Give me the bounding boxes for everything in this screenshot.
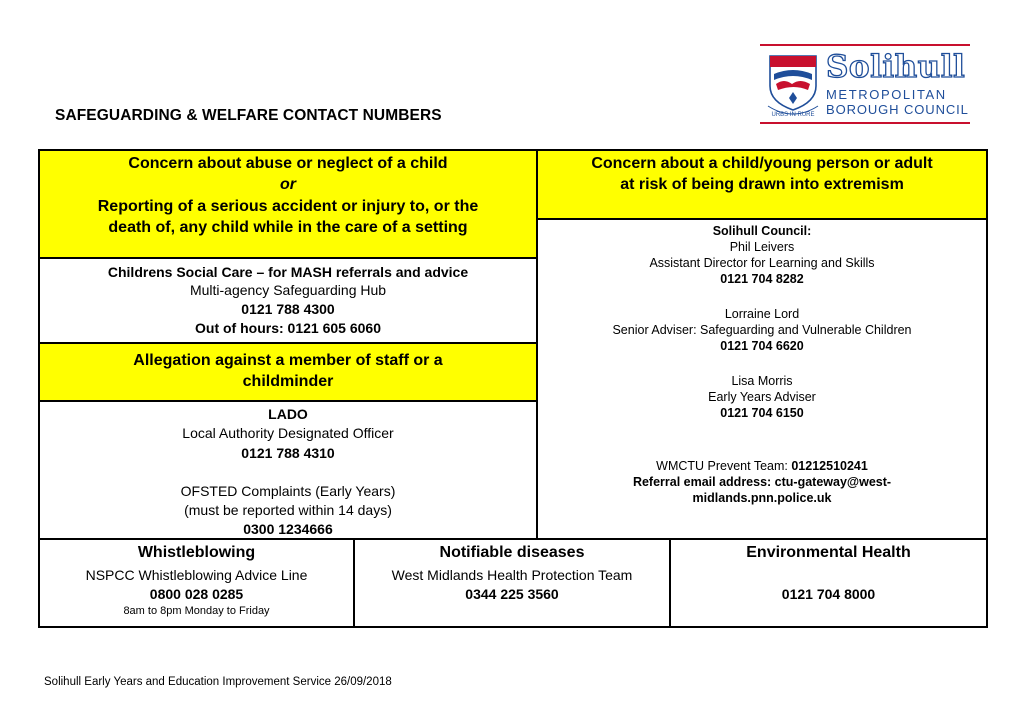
contact-name: Lorraine Lord — [724, 307, 800, 321]
referral-email-line-2[interactable]: midlands.pnn.police.uk — [692, 491, 832, 505]
mash-out-of-hours: Out of hours: 0121 605 6060 — [195, 320, 381, 336]
environmental-health-cell — [669, 538, 988, 628]
mash-cell — [38, 257, 538, 344]
allegation-line-2: childminder — [242, 373, 334, 390]
lado-heading: LADO — [268, 406, 308, 422]
logo-top-rule — [760, 44, 970, 46]
council-logo — [760, 44, 970, 124]
allegation-header-cell — [38, 342, 538, 402]
abuse-line-2: Reporting of a serious accident or injury to, or the — [97, 198, 479, 215]
logo-bottom-rule — [760, 122, 970, 124]
prevent-phone: 01212510241 — [791, 459, 868, 473]
extremism-line-2: at risk of being drawn into extremism — [620, 176, 904, 193]
council-contacts-cell — [536, 218, 988, 540]
diseases-phone: 0344 225 3560 — [465, 586, 559, 602]
contact-phone: 0121 704 6620 — [720, 339, 804, 353]
prevent-team — [538, 458, 986, 475]
council-heading: Solihull Council: — [712, 224, 812, 238]
lado-org: Local Authority Designated Officer — [182, 425, 394, 441]
abuse-header-cell — [38, 149, 538, 259]
contact-role: Assistant Director for Learning and Skills — [649, 256, 875, 270]
contact-name: Lisa Morris — [731, 374, 793, 388]
contact-role: Early Years Adviser — [708, 390, 816, 404]
contact-phone: 0121 704 6150 — [720, 406, 804, 420]
svg-text:URBS IN RURE: URBS IN RURE — [771, 112, 815, 118]
contact-name: Phil Leivers — [729, 240, 795, 254]
ofsted-note: (must be reported within 14 days) — [184, 502, 392, 518]
abuse-line-3: death of, any child while in the care of a setting — [108, 219, 468, 236]
whistleblowing-phone: 0800 028 0285 — [149, 586, 244, 602]
abuse-line-1: Concern about abuse or neglect of a child — [128, 155, 448, 172]
contact-role: Senior Adviser: Safeguarding and Vulnerable Children — [612, 323, 912, 337]
diseases-org: West Midlands Health Protection Team — [391, 567, 633, 583]
referral-email-line-1[interactable]: Referral email address: ctu-gateway@west- — [632, 475, 892, 489]
ofsted-phone: 0300 1234666 — [243, 521, 333, 537]
logo-line-2: BOROUGH COUNCIL — [826, 102, 969, 117]
mash-phone: 0121 788 4300 — [241, 301, 335, 317]
contact-phone: 0121 704 8282 — [720, 272, 804, 286]
whistleblowing-cell — [38, 538, 355, 628]
env-heading: Environmental Health — [746, 544, 911, 561]
lado-phone: 0121 788 4310 — [241, 445, 335, 461]
abuse-or: or — [280, 176, 296, 193]
allegation-line-1: Allegation against a member of staff or a — [133, 352, 443, 369]
notifiable-diseases-cell — [353, 538, 671, 628]
extremism-header-cell — [536, 149, 988, 220]
footer-text: Solihull Early Years and Education Improvement Service 26/09/2018 — [44, 676, 392, 688]
page-title: SAFEGUARDING & WELFARE CONTACT NUMBERS — [55, 107, 442, 124]
prevent-label: WMCTU Prevent Team: — [656, 459, 792, 473]
whistleblowing-org: NSPCC Whistleblowing Advice Line — [85, 567, 308, 583]
env-phone: 0121 704 8000 — [781, 586, 876, 602]
whistleblowing-heading: Whistleblowing — [137, 544, 256, 561]
mash-heading: Childrens Social Care – for MASH referrals and advice — [107, 264, 469, 280]
whistleblowing-hours: 8am to 8pm Monday to Friday — [123, 605, 270, 617]
ofsted-complaints: OFSTED Complaints (Early Years) — [180, 483, 396, 499]
extremism-line-1: Concern about a child/young person or adult — [591, 155, 933, 172]
council-crest-icon — [764, 50, 822, 118]
mash-org: Multi-agency Safeguarding Hub — [189, 282, 387, 298]
logo-name: Solihull — [826, 49, 966, 85]
lado-cell — [38, 400, 538, 540]
diseases-heading: Notifiable diseases — [439, 544, 585, 561]
logo-line-1: METROPOLITAN — [826, 87, 947, 102]
